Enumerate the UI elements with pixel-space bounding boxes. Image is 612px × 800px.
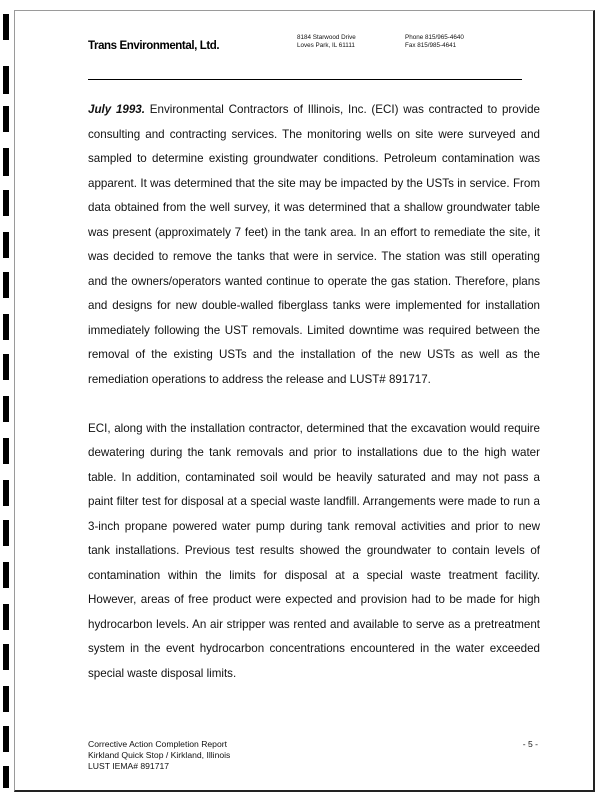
- company-contact: [405, 34, 464, 49]
- company-name: Trans Environmental, Ltd.: [88, 40, 220, 52]
- header-rule: [88, 79, 522, 80]
- phone-number: Phone 815/965-4640: [405, 34, 464, 41]
- page-footer: [88, 739, 538, 772]
- paragraph-date: July 1993.: [88, 103, 145, 116]
- page-number: - 5 -: [522, 739, 538, 749]
- report-body: [88, 98, 540, 711]
- footer-lust-number: LUST IEMA# 891717: [88, 761, 170, 771]
- paragraph-1-text: Environmental Contractors of Illinois, Inc. (ECI) was contracted to provide consulting and contracting services. The monitoring wells on site were surveyed and sampled to determine existing groundwater conditions. Petroleum contamination was apparent. It was determined that the site may be impacted by the USTs in service. From data obtained from the well survey, it was determined that a shallow groundwater table was present (approximately 7 feet) in the tank area. In an effort to remediate the site, it was decided to remove the tanks that were in service. The station was still operating and the owners/operators wanted continue to operate the gas station. Therefore, plans and designs for new double-walled fiberglass tanks were implemented for installation immediately following the UST removals. Limited downtime was required between the removal of the existing USTs and the installation of the new USTs as well as the remediation operations to address the release and LUST# 891717.: [88, 103, 540, 386]
- paragraph-1: [88, 98, 540, 392]
- footer-site: Kirkland Quick Stop / Kirkland, Illinois: [88, 750, 231, 760]
- letterhead: [88, 34, 522, 64]
- address-line-1: 8184 Starwood Drive: [297, 34, 356, 41]
- company-address: [297, 34, 356, 49]
- paragraph-2: ECI, along with the installation contractor, determined that the excavation would require dewatering during the tank removals and prior to installations due to the high water table. In addition, contaminated soil would be heavily saturated and may not pass a paint filter test for disposal at a special waste landfill. Arrangements were made to run a 3-inch propane powered water pump during tank removal activities and prior to new tank installations. Previous test results showed the groundwater to contain levels of contamination within the limits for disposal at a special waste treatment facility. However, areas of free product were expected and provision had to be made for high hydrocarbon levels. An air stripper was rented and available to serve as a pretreatment system in the event hydrocarbon concentrations encountered in the water exceeded special waste disposal limits.: [88, 421, 540, 680]
- fax-number: Fax 815/985-4641: [405, 41, 457, 49]
- address-line-2: Loves Park, IL 61111: [297, 41, 355, 49]
- binder-holes: [3, 10, 11, 790]
- footer-report-title: Corrective Action Completion Report: [88, 739, 227, 749]
